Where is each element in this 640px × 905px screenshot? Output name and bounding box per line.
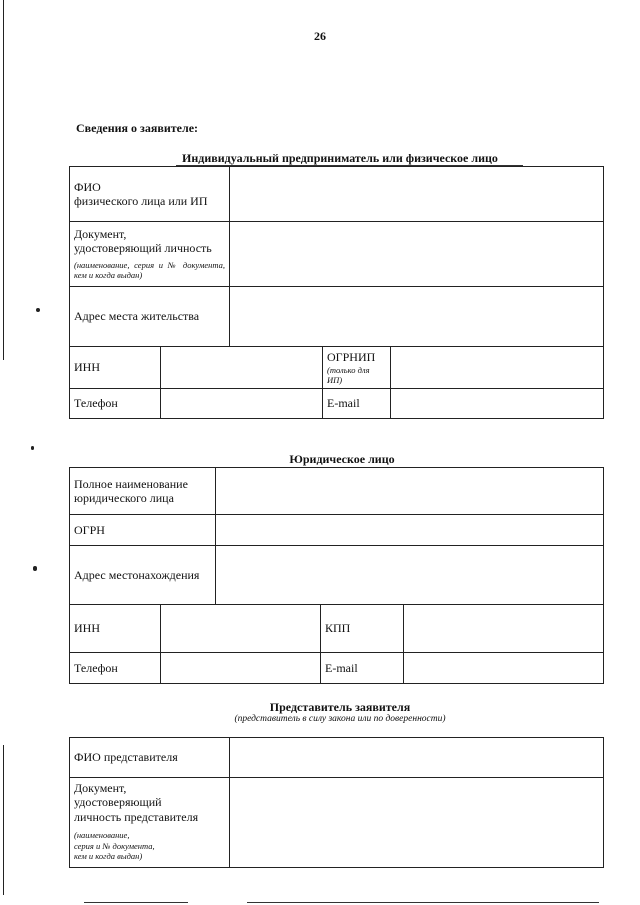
phone-input[interactable] [161, 389, 323, 419]
ogrn-label: ОГРН [70, 515, 216, 546]
residence-address-label: Адрес места жительства [70, 287, 230, 347]
representative-table [69, 737, 604, 868]
signature-line-left [84, 902, 188, 903]
legal-inn-input[interactable] [161, 605, 321, 653]
legal-name-label-cell [70, 468, 216, 515]
legal-phone-label: Телефон [70, 653, 161, 684]
legal-email-input[interactable] [404, 653, 604, 684]
legal-address-label: Адрес местонахождения [70, 546, 216, 605]
kpp-label: КПП [321, 605, 404, 653]
representative-fio-input[interactable] [230, 738, 604, 778]
signature-line-right [247, 902, 599, 903]
scan-speck [33, 566, 37, 571]
individual-section-title: Индивидуальный предприниматель или физическое лицо [182, 151, 498, 165]
representative-subtitle: (представитель в силу закона или по доверенности) [234, 714, 446, 724]
id-document-label-line1: Документ, [74, 226, 127, 241]
representative-document-label-line3: личность представителя [74, 809, 199, 824]
id-document-label-cell [70, 222, 230, 287]
representative-document-note-line2: серия и № документа, [74, 840, 155, 851]
representative-document-note [74, 830, 225, 862]
legal-name-input[interactable] [216, 468, 604, 515]
scan-speck [36, 308, 40, 312]
ogrnip-input[interactable] [391, 347, 604, 389]
representative-document-label-cell [70, 778, 230, 868]
email-input[interactable] [391, 389, 604, 419]
individual-table [69, 166, 604, 419]
representative-document-note-line3: кем и когда выдан) [74, 851, 143, 862]
representative-document-label-line2: удостоверяющий [74, 795, 162, 810]
email-label: E-mail [323, 389, 391, 419]
representative-fio-label: ФИО представителя [70, 738, 230, 778]
inn-label: ИНН [70, 347, 161, 389]
ogrnip-label-cell [323, 347, 391, 389]
phone-label: Телефон [70, 389, 161, 419]
id-document-note: (наименование, серия и № документа, кем и когда выдан) [74, 259, 226, 281]
legal-name-label-line2: юридического лица [74, 491, 174, 505]
legal-inn-label: ИНН [70, 605, 161, 653]
id-document-label-line2: удостоверяющий личность [74, 241, 212, 256]
fio-input[interactable] [230, 167, 604, 222]
fio-label-cell [70, 167, 230, 222]
legal-name-label-line1: Полное наименование [74, 476, 188, 491]
legal-entity-table [69, 467, 604, 684]
ogrnip-note: (только для ИП) [327, 364, 370, 385]
scan-margin-line [3, 745, 4, 895]
legal-section-title: Юридическое лицо [289, 452, 395, 466]
fio-label-line1: ФИО [74, 179, 101, 194]
fio-label-line2: физического лица или ИП [74, 194, 208, 208]
kpp-input[interactable] [404, 605, 604, 653]
legal-phone-input[interactable] [161, 653, 321, 684]
scan-speck [31, 446, 34, 450]
inn-input[interactable] [161, 347, 323, 389]
representative-document-note-line1: (наименование, [74, 830, 130, 841]
section-heading: Сведения о заявителе: [76, 121, 199, 135]
residence-address-input[interactable] [230, 287, 604, 347]
page-number: 26 [314, 29, 326, 43]
id-document-input[interactable] [230, 222, 604, 287]
legal-address-input[interactable] [216, 546, 604, 605]
representative-document-input[interactable] [230, 778, 604, 868]
legal-email-label: E-mail [321, 653, 404, 684]
representative-section-title: Представитель заявителя [269, 700, 411, 714]
ogrnip-label: ОГРНИП [327, 350, 376, 365]
representative-document-label-line1: Документ, [74, 781, 127, 795]
scan-margin-line [3, 0, 4, 360]
ogrn-input[interactable] [216, 515, 604, 546]
